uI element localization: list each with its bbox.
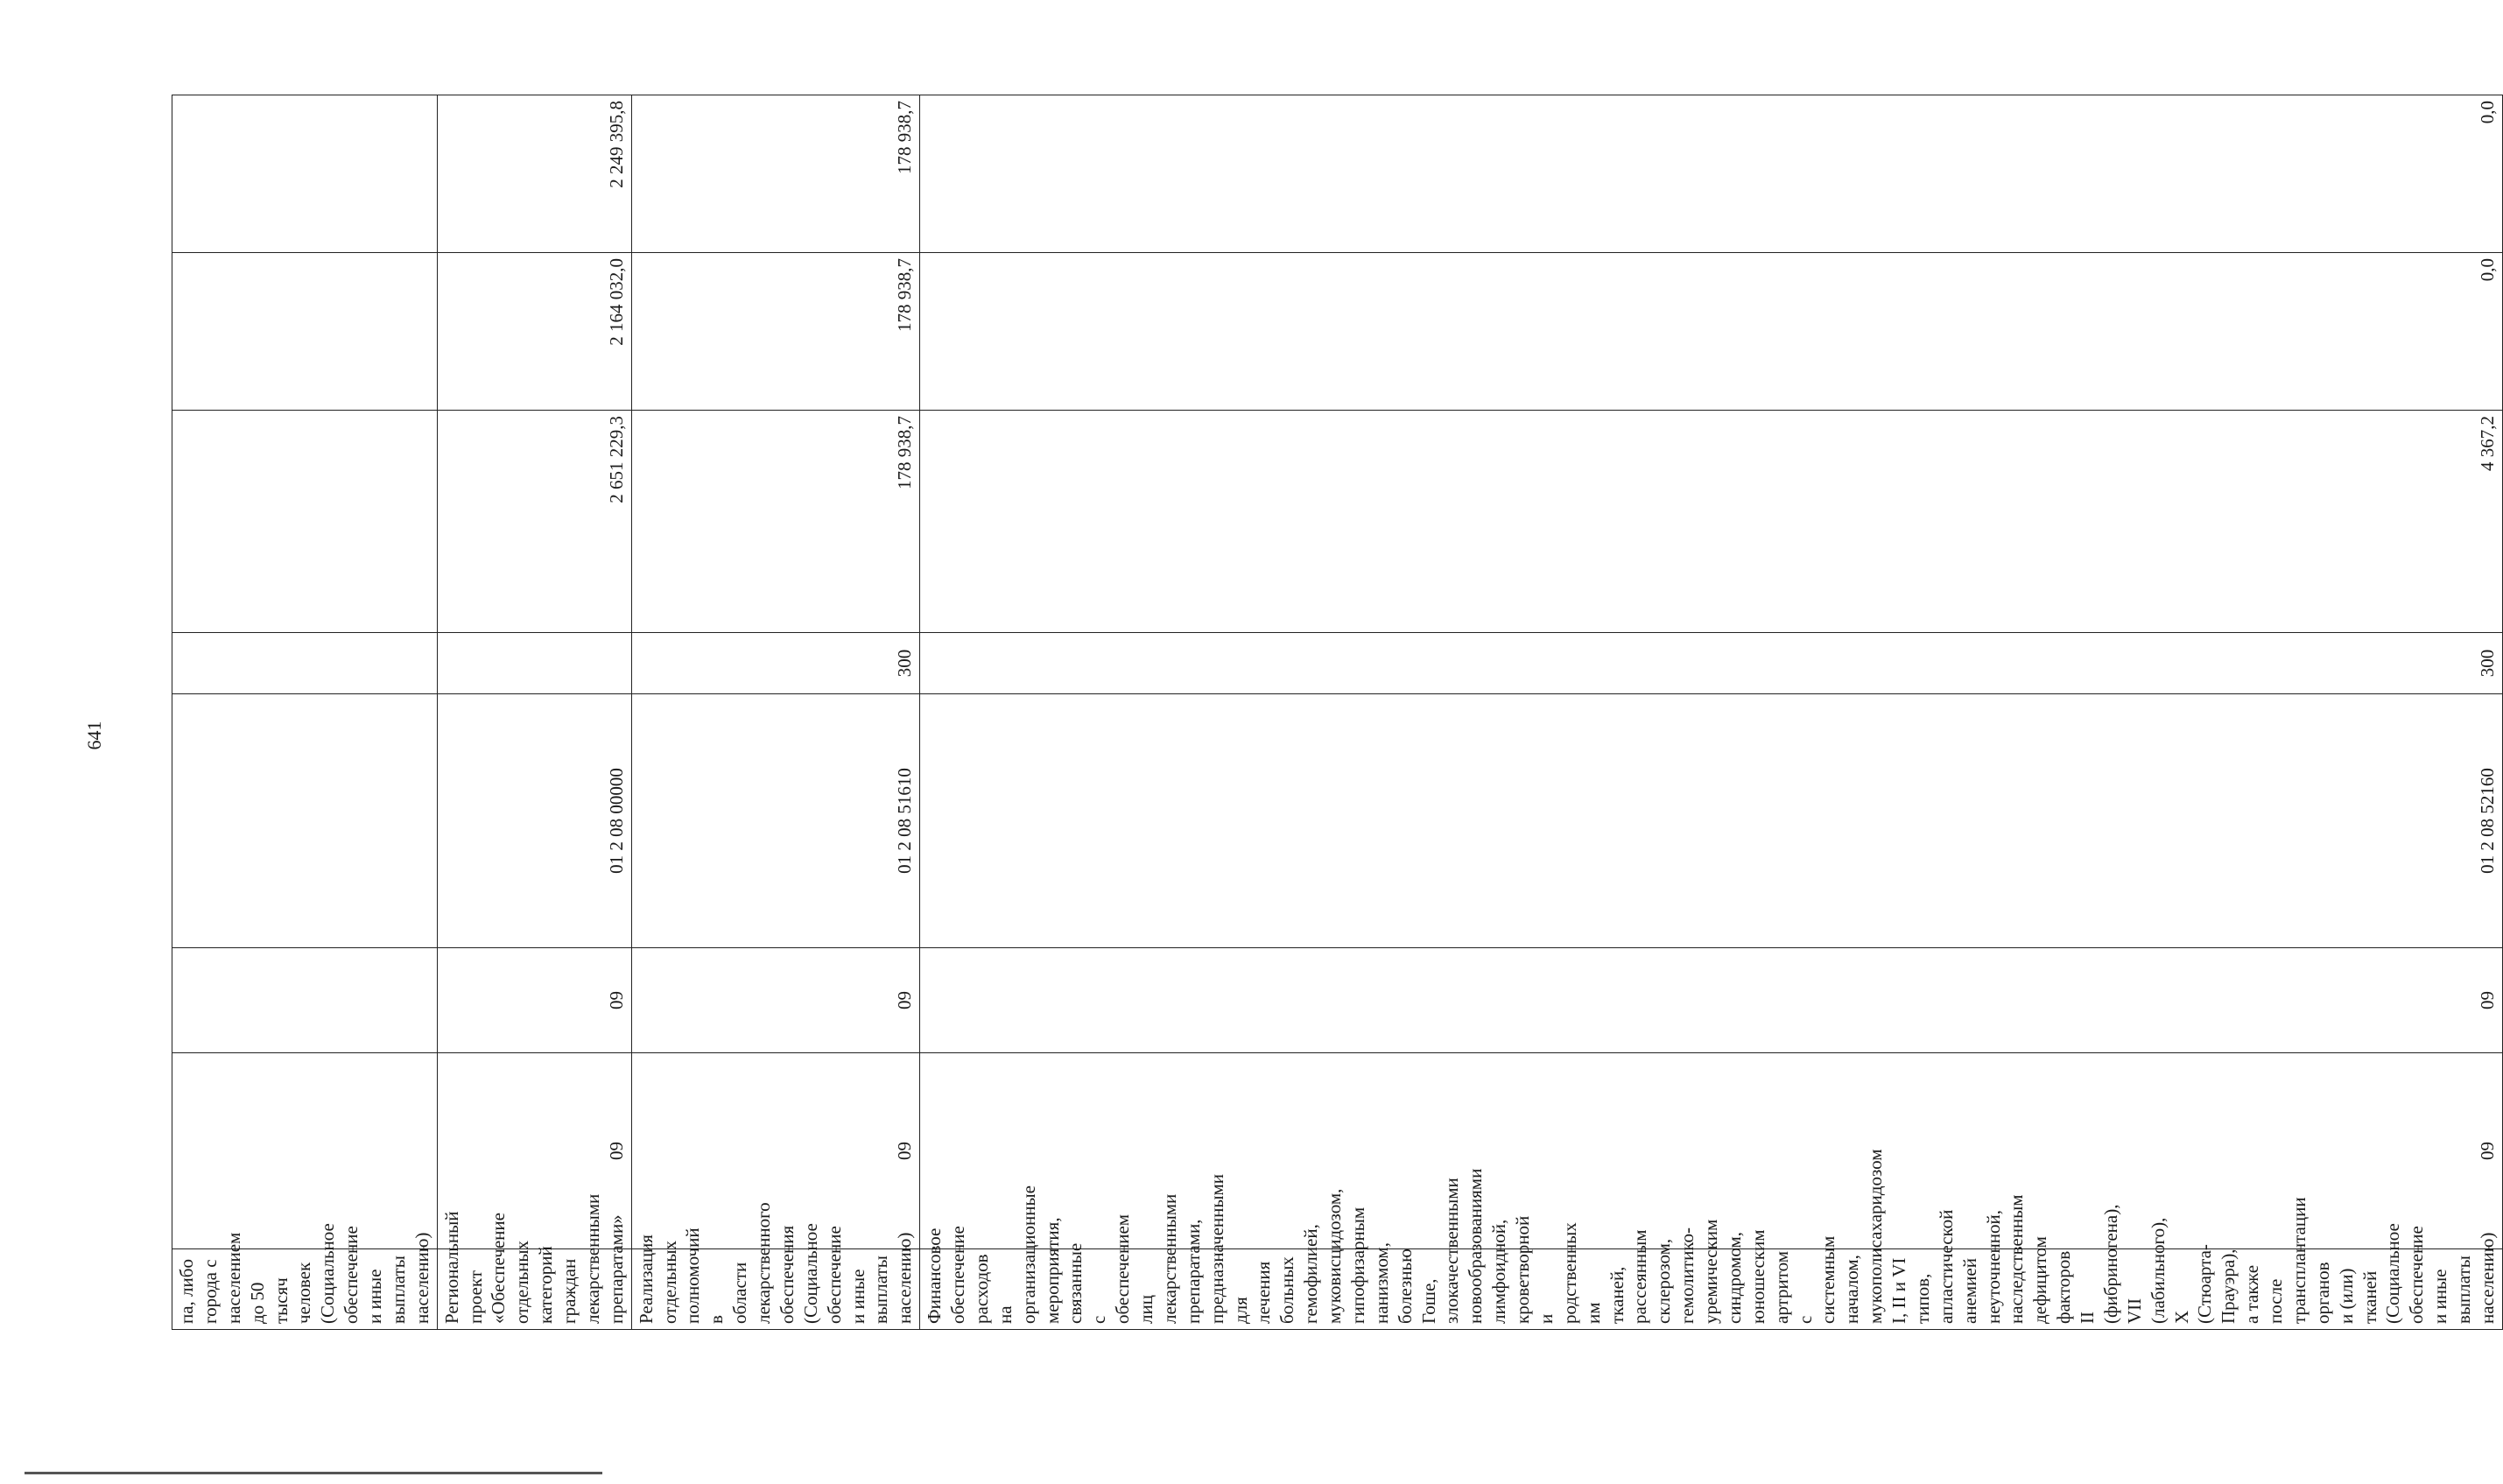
cell-v2: 0,0	[920, 253, 2503, 411]
cell-col4: 300	[631, 633, 920, 694]
page-number: 641	[83, 721, 105, 750]
cell-name: Реализация отдельных полномочий в области лекарственного обеспечения (Социальное обеспечение и иные выплаты населению)	[631, 1249, 920, 1330]
cell-v3	[172, 95, 438, 253]
cell-v3: 0,0	[920, 95, 2503, 253]
cell-name: Финансовое обеспечение расходов на организационные мероприятия, связанные с обеспечением лиц лекарственными препаратами, предназначенными для лечения больных гемофилией, муковисцидозом, гипофизарным нанизмом, болезнью Гоше, злокачественными новообразованиями лимфоидной, кроветворной и родственных им тканей, рассеянным склерозом, гемолитико-уремическим синдромом, юношеским артритом с системным началом, мукополисахаридозом I, II и VI типов, апластической анемией неуточненной, наследственным дефицитом факторов II (фибриногена), VII (лабильного), X (Стюарта-Прауэра), а также после трансплантации органов и (или) тканей (Социальное обеспечение и иные выплаты населению)	[920, 1249, 2503, 1330]
cell-col3: 01 2 08 51610	[631, 694, 920, 948]
cell-col3: 01 2 08 00000	[437, 694, 631, 948]
budget-table	[172, 95, 2503, 1330]
cell-col1: 09	[437, 1053, 631, 1249]
cell-col1: 09	[920, 1053, 2503, 1249]
cell-col2	[172, 948, 438, 1053]
table-row	[172, 95, 438, 1330]
table-row	[437, 95, 631, 1330]
cell-v1	[172, 411, 438, 633]
cell-v2	[172, 253, 438, 411]
cell-v1: 4 367,2	[920, 411, 2503, 633]
bottom-rule	[25, 1472, 602, 1474]
cell-col1	[172, 1053, 438, 1249]
cell-v1: 178 938,7	[631, 411, 920, 633]
cell-v3: 178 938,7	[631, 95, 920, 253]
cell-v2: 2 164 032,0	[437, 253, 631, 411]
cell-col2: 09	[631, 948, 920, 1053]
cell-col1: 09	[631, 1053, 920, 1249]
cell-col2: 09	[920, 948, 2503, 1053]
cell-col4	[172, 633, 438, 694]
cell-name: Региональный проект «Обеспечение отдельных категорий граждан лекарственными препаратами»	[437, 1249, 631, 1330]
cell-v2: 178 938,7	[631, 253, 920, 411]
cell-col4	[437, 633, 631, 694]
budget-table-rotated	[172, 95, 2498, 1330]
cell-v3: 2 249 395,8	[437, 95, 631, 253]
cell-v1: 2 651 229,3	[437, 411, 631, 633]
cell-col2: 09	[437, 948, 631, 1053]
table-row	[920, 95, 2503, 1330]
table-row	[631, 95, 920, 1330]
cell-col3	[172, 694, 438, 948]
cell-col3: 01 2 08 52160	[920, 694, 2503, 948]
cell-name: па, либо города с населением до 50 тысяч человек (Социальное обеспечение и иные выплаты населению)	[172, 1249, 438, 1330]
cell-col4: 300	[920, 633, 2503, 694]
